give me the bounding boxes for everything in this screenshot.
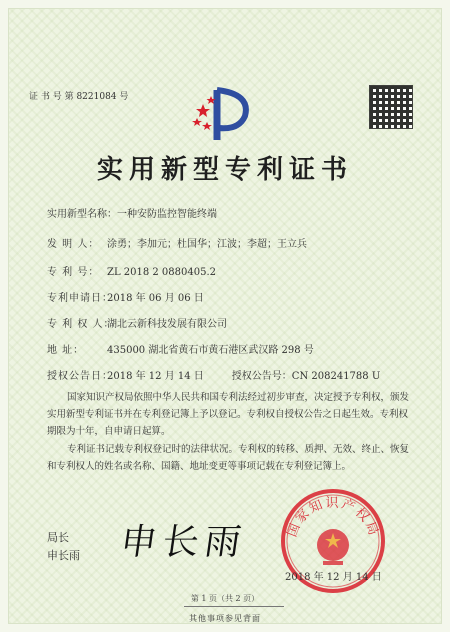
- page-title: 实用新型专利证书: [96, 155, 353, 185]
- filing-date-value: 2018 年 06 月 06 日: [107, 293, 204, 304]
- grant-date-label: 授权公告日：: [47, 371, 113, 382]
- grant-row: [47, 367, 380, 382]
- handwritten-signature: 申长雨: [117, 522, 250, 563]
- utility-name-value: 一种安防监控智能终端: [117, 209, 217, 220]
- address-row: [47, 341, 314, 356]
- address-value: 435000 湖北省黄石市黄石港区武汉路 298 号: [107, 345, 314, 356]
- patent-no-label: 专 利 号：: [47, 267, 100, 278]
- seal-date: 2018 年 12 月 14 日: [285, 572, 382, 583]
- qr-code: [369, 85, 413, 129]
- utility-name-label: 实用新型名称：: [47, 209, 117, 220]
- certificate-number: 证 书 号 第 8221084 号: [29, 92, 129, 102]
- seal-text: 国家知识产权局: [284, 496, 382, 540]
- inventor-row: [47, 235, 307, 250]
- footer-divider: [184, 606, 284, 607]
- utility-name-row: [47, 205, 217, 220]
- filing-date-row: [47, 289, 204, 304]
- filing-date-label: 专利申请日：: [47, 293, 113, 304]
- patent-no-value: ZL 2018 2 0880405.2: [107, 267, 217, 278]
- page-indicator: 第 1 页（共 2 页）: [190, 594, 260, 603]
- grant-no-value: CN 208241788 U: [291, 371, 381, 382]
- grant-no-label: 授权公告号：: [231, 371, 292, 382]
- inventor-value: 涂勇；李加元；杜国华；江波；李超；王立兵: [107, 239, 307, 250]
- legal-paragraph-2: 专利证书记载专利权登记时的法律状况。专利权的转移、质押、无效、终止、恢复和专利权人的姓名或名称、国籍、地址变更等事项记载在专利登记簿上。: [47, 444, 410, 472]
- patentee-row: [47, 315, 227, 330]
- legal-paragraph-1: 国家知识产权局依照中华人民共和国专利法经过初步审查，决定授予专利权，颁发实用新型专利证书并在专利登记簿上予以登记。专利权自授权公告之日起生效。专利权期限为十年，自申请日起算。: [47, 392, 410, 437]
- cnipa-logo-icon: [189, 84, 259, 144]
- signatory-name: 申长雨: [47, 549, 80, 562]
- signatory-title: 局长: [47, 531, 69, 544]
- patentee-value: 湖北云新科技发展有限公司: [107, 319, 227, 330]
- certificate-sheet: [8, 8, 442, 624]
- patentee-label: 专 利 权 人：: [47, 319, 115, 330]
- footer-note: 其他事项参见背面: [189, 614, 261, 623]
- patent-no-row: [47, 263, 216, 278]
- inventor-label: 发 明 人：: [47, 239, 100, 250]
- address-label: 地 址：: [47, 345, 85, 356]
- grant-date-value: 2018 年 12 月 14 日: [107, 371, 204, 382]
